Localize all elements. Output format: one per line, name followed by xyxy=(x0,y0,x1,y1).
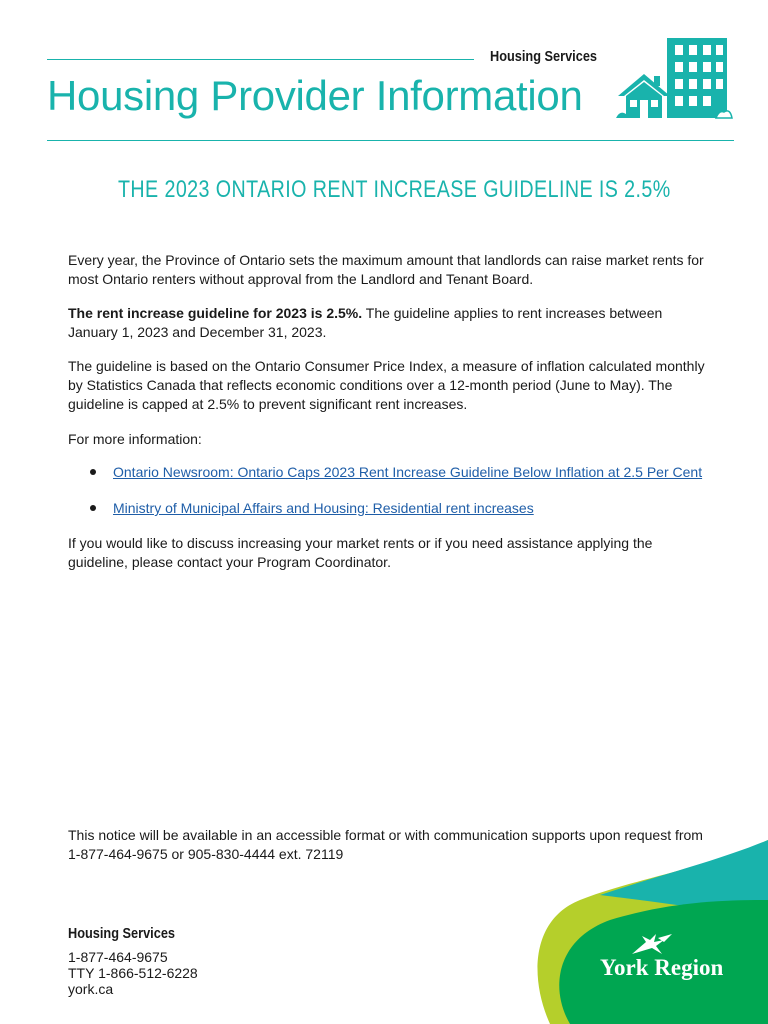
york-region-logo-text: York Region xyxy=(600,955,724,980)
footer-website: york.ca xyxy=(68,981,114,997)
guideline-bold-text: The rent increase guideline for 2023 is 2.5%. xyxy=(68,305,363,321)
paragraph-guideline xyxy=(68,304,708,342)
guideline-text: The guideline applies to rent increases between January 1, 2023 and December 31, 2023. xyxy=(68,305,663,340)
link-ministry-rent-increases[interactable]: Ministry of Municipal Affairs and Housing: Residential rent increases xyxy=(113,500,534,516)
paragraph-contact: If you would like to discuss increasing your market rents or if you need assistance applying the guideline, please contact your Program Coordinator. xyxy=(68,535,653,570)
more-info-label: For more information: xyxy=(68,431,202,447)
header-top-rule xyxy=(47,59,474,60)
house-icon xyxy=(614,70,674,122)
paragraph-intro: Every year, the Province of Ontario sets the maximum amount that landlords can raise market rents for most Ontario renters without approval from the Landlord and Tenant Board. xyxy=(68,252,704,287)
link-ontario-newsroom[interactable]: Ontario Newsroom: Ontario Caps 2023 Rent Increase Guideline Below Inflation at 2.5 Per Cent xyxy=(113,464,703,480)
header-department-label: Housing Services xyxy=(490,48,598,65)
accessibility-notice: This notice will be available in an accessible format or with communication supports upon request from 1-877-464-9675 or 905-830-4444 ext. 72119 xyxy=(68,827,703,862)
page-title: Housing Provider Information xyxy=(47,72,583,119)
paragraph-cpi: The guideline is based on the Ontario Consumer Price Index, a measure of inflation calculated monthly by Statistics Canada that reflects economic conditions over a 12-month period (June to May). The guideline is capped at 2.5% to prevent significant rent increases. xyxy=(68,358,705,412)
footer-phone: 1-877-464-9675 xyxy=(68,949,168,965)
footer-department-label: Housing Services xyxy=(68,925,176,942)
footer-tty: TTY 1-866-512-6228 xyxy=(68,965,198,981)
bullet-1 xyxy=(90,469,96,475)
headline: THE 2023 ONTARIO RENT INCREASE GUIDELINE IS 2.5% xyxy=(118,176,671,203)
header-bottom-rule xyxy=(47,140,734,141)
bullet-2 xyxy=(90,505,96,511)
